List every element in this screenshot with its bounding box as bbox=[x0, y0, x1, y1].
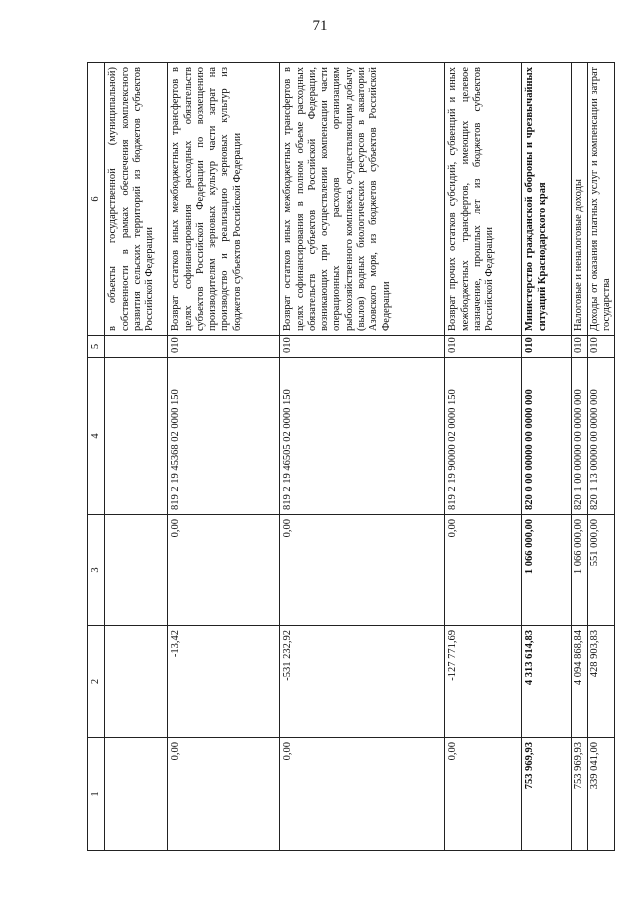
code-cell: 010 bbox=[168, 336, 280, 358]
kbk-cell: 820 1 00 00000 00 0000 000 bbox=[572, 358, 587, 515]
col4-cell: 1 066 000,00 bbox=[522, 515, 572, 626]
col5-cell bbox=[105, 626, 168, 738]
col4-cell: 551 000,00 bbox=[587, 515, 615, 626]
code-cell: 010 bbox=[587, 336, 615, 358]
col4-cell bbox=[105, 515, 168, 626]
name-cell: Возврат остатков иных межбюджетных трансфертов в целях софинансирования расходных обязательств субъектов Российской Федерации по возмещению производителям зерновых культур части затрат на производство и реализацию зерновых культур из бюджетов субъектов Российской Федерации bbox=[168, 63, 280, 336]
name-cell: Налоговые и неналоговые доходы bbox=[572, 63, 587, 336]
code-cell bbox=[105, 336, 168, 358]
name-cell: Возврат прочих остатков субсидий, субвенций и иных межбюджетных трансфертов, имеющих целевое назначение, прошлых лет из бюджетов субъектов Российской Федерации bbox=[445, 63, 522, 336]
col6-cell bbox=[105, 738, 168, 851]
code-cell: 010 bbox=[445, 336, 522, 358]
table-row bbox=[105, 63, 168, 851]
code-cell: 010 bbox=[522, 336, 572, 358]
col5-cell: -531 232,92 bbox=[280, 626, 445, 738]
table-row bbox=[280, 63, 445, 851]
table-row bbox=[522, 63, 572, 851]
header-cell-3: 3 bbox=[88, 515, 105, 626]
col5-cell: 4 313 614,83 bbox=[522, 626, 572, 738]
col4-cell: 0,00 bbox=[445, 515, 522, 626]
header-cell-2: 2 bbox=[88, 626, 105, 738]
col6-cell: 0,00 bbox=[280, 738, 445, 851]
revenue-table bbox=[87, 62, 615, 851]
col5-cell: 428 903,83 bbox=[587, 626, 615, 738]
kbk-cell: 819 2 19 46505 02 0000 150 bbox=[280, 358, 445, 515]
header-cell-1: 1 bbox=[88, 738, 105, 851]
kbk-cell bbox=[105, 358, 168, 515]
kbk-cell: 819 2 19 90000 02 0000 150 bbox=[445, 358, 522, 515]
col6-cell: 753 969,93 bbox=[572, 738, 587, 851]
col6-cell: 753 969,93 bbox=[522, 738, 572, 851]
col4-cell: 0,00 bbox=[280, 515, 445, 626]
col5-cell: 4 094 868,84 bbox=[572, 626, 587, 738]
header-cell-5: 5 bbox=[88, 336, 105, 358]
col4-cell: 1 066 000,00 bbox=[572, 515, 587, 626]
name-cell: в объекты государственной (муниципальной) собственности в рамках обеспечения комплексного развития сельских территорий из бюджетов субъектов Российской Федерации bbox=[105, 63, 168, 336]
name-cell: Доходы от оказания платных услуг и компенсации затрат государства bbox=[587, 63, 615, 336]
code-cell: 010 bbox=[280, 336, 445, 358]
col6-cell: 0,00 bbox=[168, 738, 280, 851]
page-number: 71 bbox=[312, 18, 328, 34]
table-row bbox=[572, 63, 587, 851]
col6-cell: 0,00 bbox=[445, 738, 522, 851]
name-cell: Министерство гражданской обороны и чрезвычайных ситуаций Краснодарского края bbox=[522, 63, 572, 336]
name-cell: Возврат остатков иных межбюджетных трансфертов в целях софинансирования в полном объеме расходных обязательств субъектов Российской Федерации, возникающих при осуществлении компенсации части операционных расходов организациям рыбохозяйственного комплекса, осуществляющим добычу (вылов) водных биологических ресурсов в акватории Азовского моря, из бюджетов субъектов Российской Федерации bbox=[280, 63, 445, 336]
col4-cell: 0,00 bbox=[168, 515, 280, 626]
kbk-cell: 820 0 00 00000 00 0000 000 bbox=[522, 358, 572, 515]
code-cell: 010 bbox=[572, 336, 587, 358]
col5-cell: -127 771,69 bbox=[445, 626, 522, 738]
table-row bbox=[445, 63, 522, 851]
header-cell-6: 6 bbox=[88, 63, 105, 336]
col5-cell: -13,42 bbox=[168, 626, 280, 738]
kbk-cell: 820 1 13 00000 00 0000 000 bbox=[587, 358, 615, 515]
kbk-cell: 819 2 19 45368 02 0000 150 bbox=[168, 358, 280, 515]
header-row bbox=[88, 63, 105, 851]
table-row bbox=[168, 63, 280, 851]
col6-cell: 339 041,00 bbox=[587, 738, 615, 851]
header-cell-4: 4 bbox=[88, 358, 105, 515]
rotated-table-wrapper bbox=[87, 63, 611, 851]
table-row bbox=[587, 63, 615, 851]
